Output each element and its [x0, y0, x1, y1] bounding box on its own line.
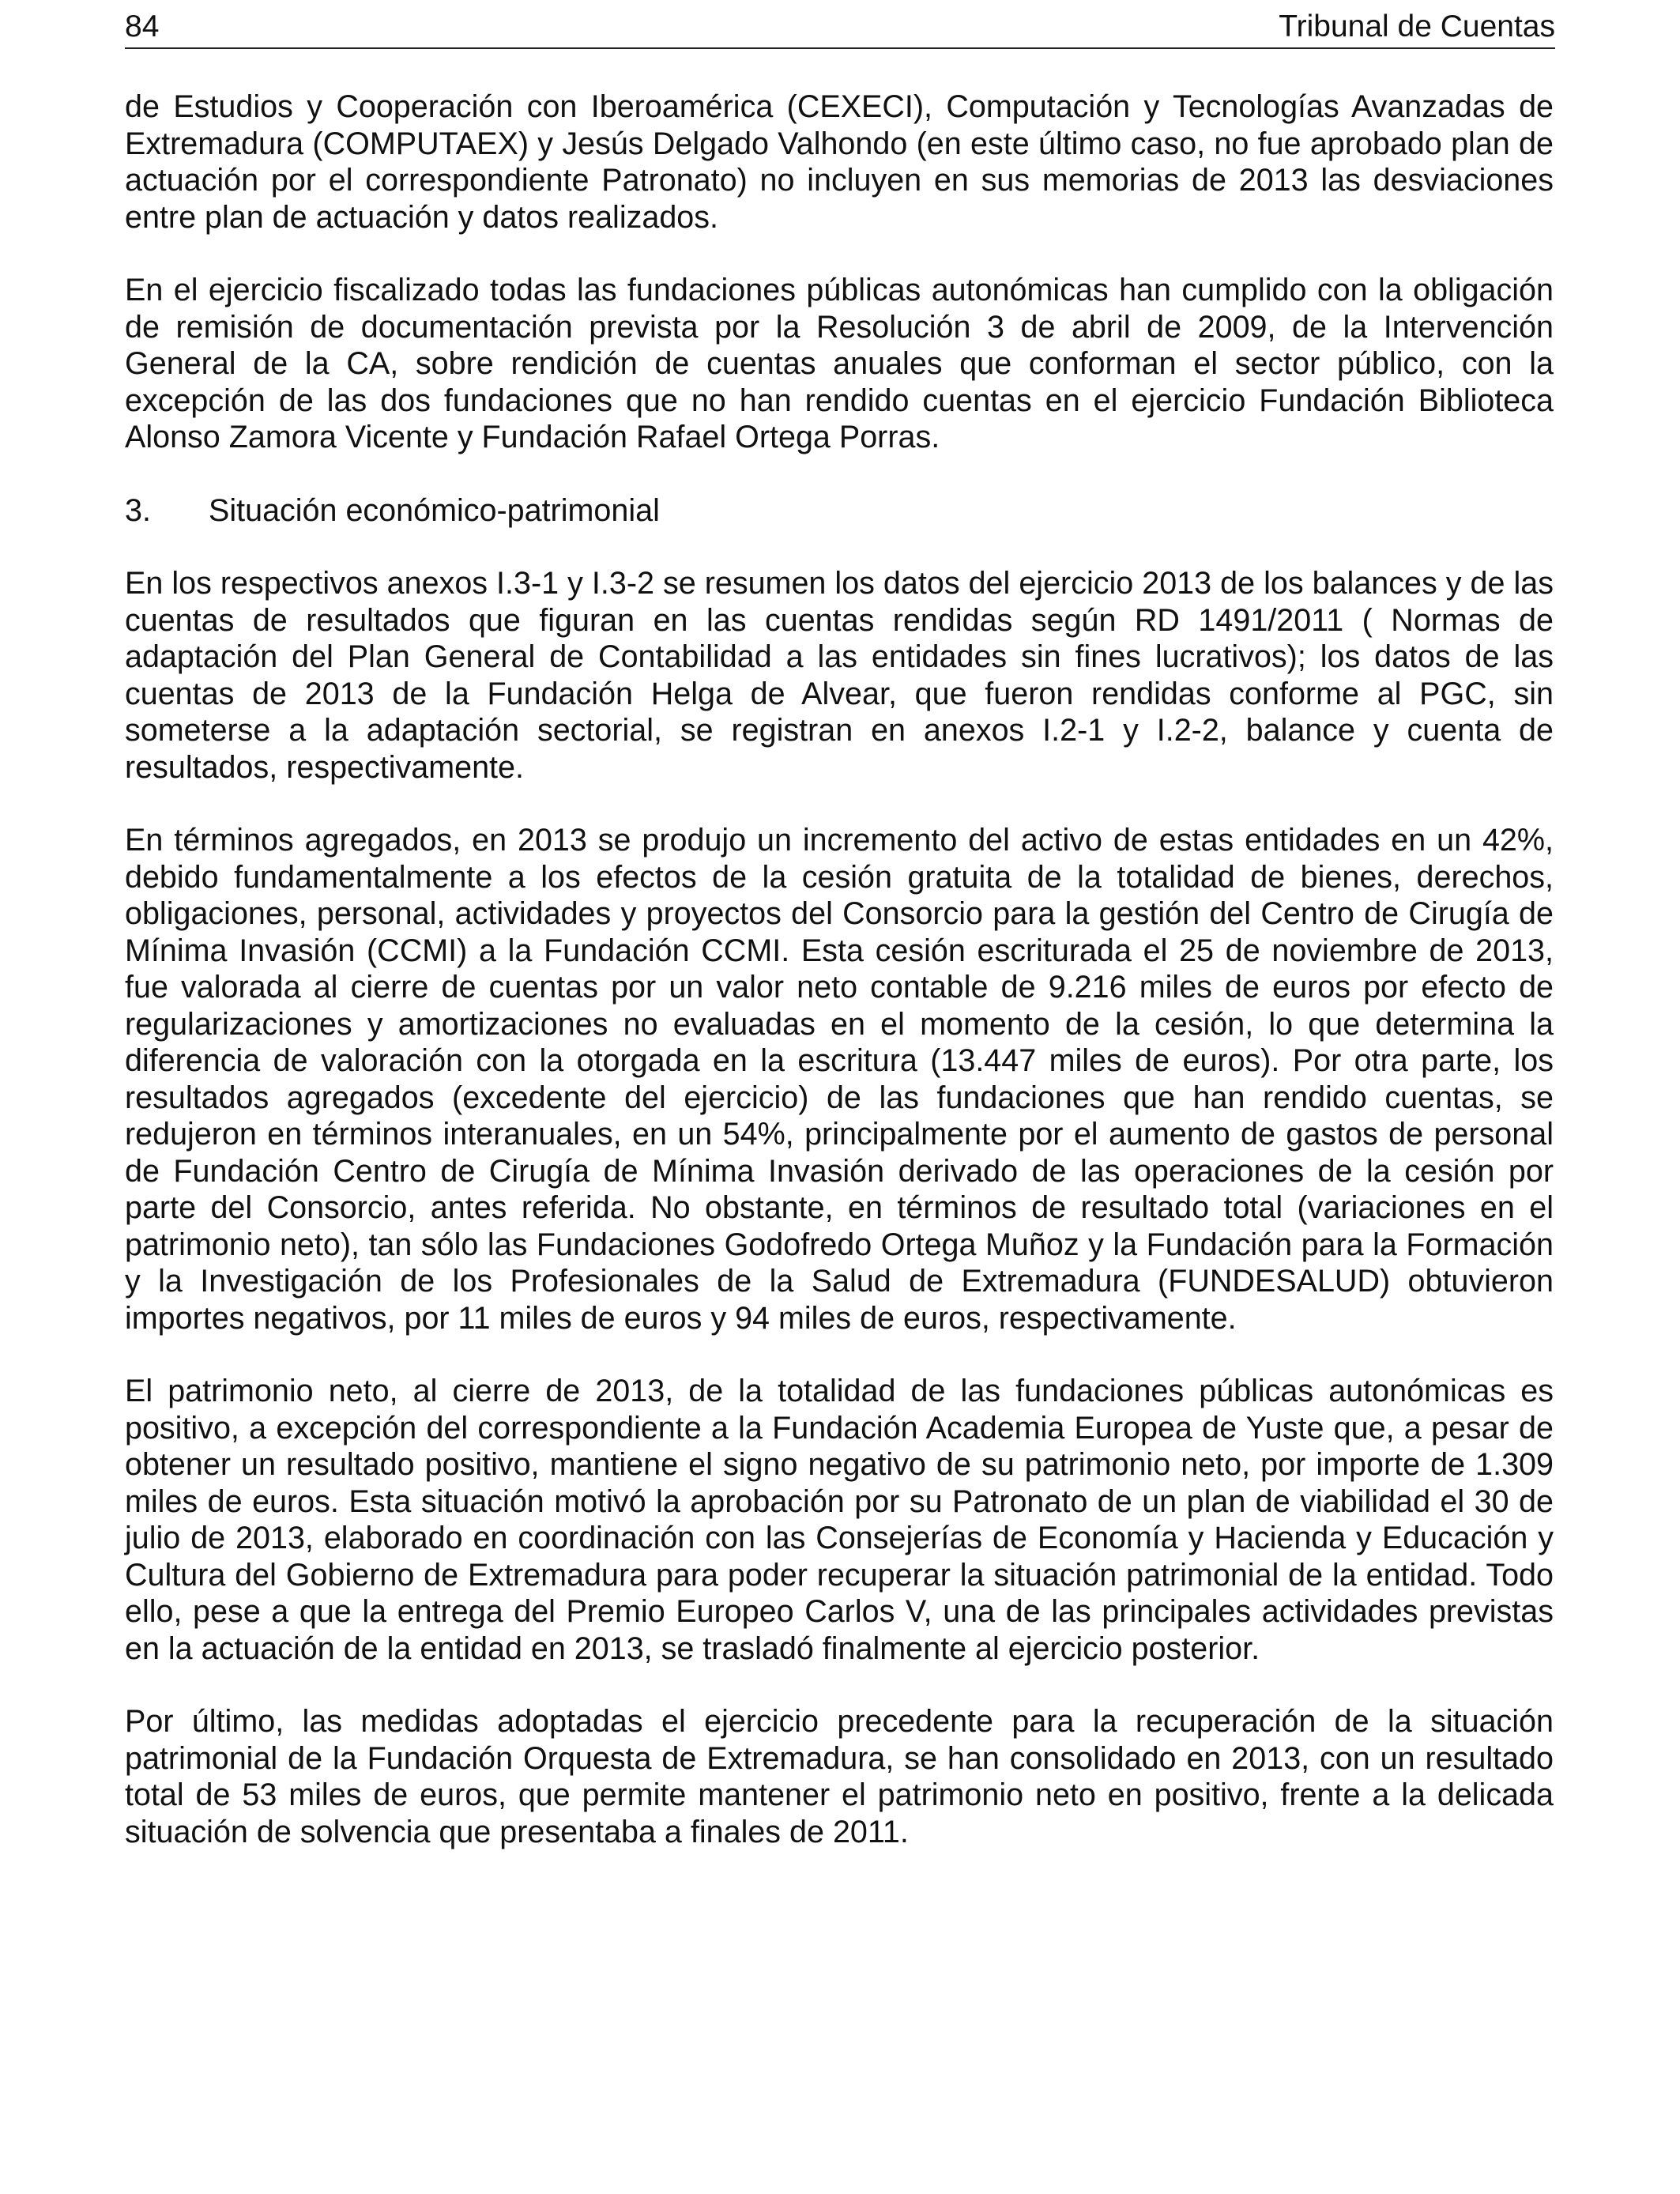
section-number: 3.: [125, 492, 151, 528]
paragraph-orquesta-extremadura: Por último, las medidas adoptadas el ejercicio precedente para la recuperación de la situación patrimonial de la Fundación Orquesta de Extremadura, se han consolidado en 2013, con un resultado total de 53 miles de euros, que permite mantener el patrimonio neto en positivo, frente a la delicada situación de solvencia que presentaba a finales de 2011.: [125, 1704, 1554, 1849]
document-body: [125, 89, 1554, 1887]
page-header: [125, 8, 1555, 49]
paragraph-terminos-agregados: En términos agregados, en 2013 se produjo un incremento del activo de estas entidades en un 42%, debido fundamentalmente a los efectos de la cesión gratuita de la totalidad de bienes, derechos, obligaciones, personal, actividades y proyectos del Consorcio para la gestión del Centro de Cirugía de Mínima Invasión (CCMI) a la Fundación CCMI. Esta cesión escriturada el 25 de noviembre de 2013, fue valorada al cierre de cuentas por un valor neto contable de 9.216 miles de euros por efecto de regularizaciones y amortizaciones no evaluadas en el momento de la cesión, lo que determina la diferencia de valoración con la otorgada en la escritura (13.447 miles de euros). Por otra parte, los resultados agregados (excedente del ejercicio) de las fundaciones que han rendido cuentas, se redujeron en términos interanuales, en un 54%, principalmente por el aumento de gastos de personal de Fundación Centro de Cirugía de Mínima Invasión derivado de las operaciones de la cesión por parte del Consorcio, antes referida. No obstante, en términos de resultado total (variaciones en el patrimonio neto), tan sólo las Fundaciones Godofredo Ortega Muñoz y la Fundación para la Formación y la Investigación de los Profesionales de la Salud de Extremadura (FUNDESALUD) obtuvieron importes negativos, por 11 miles de euros y 94 miles de euros, respectivamente.: [125, 823, 1554, 1336]
paragraph-patrimonio-neto: El patrimonio neto, al cierre de 2013, de la totalidad de las fundaciones públicas autonómicas es positivo, a excepción del correspondiente a la Fundación Academia Europea de Yuste que, a pesar de obtener un resultado positivo, mantiene el signo negativo de su patrimonio neto, por importe de 1.309 miles de euros. Esta situación motivó la aprobación por su Patronato de un plan de viabilidad el 30 de julio de 2013, elaborado en coordinación con las Consejerías de Economía y Hacienda y Educación y Cultura del Gobierno de Extremadura para poder recuperar la situación patrimonial de la entidad. Todo ello, pese a que la entrega del Premio Europeo Carlos V, una de las principales actividades previstas en la actuación de la entidad en 2013, se trasladó finalmente al ejercicio posterior.: [125, 1374, 1554, 1666]
paragraph-rendicion-cuentas: En el ejercicio fiscalizado todas las fundaciones públicas autonómicas han cumplido con la obligación de remisión de documentación prevista por la Resolución 3 de abril de 2009, de la Intervención General de la CA, sobre rendición de cuentas anuales que conforman el sector público, con la excepción de las dos fundaciones que no han rendido cuentas en el ejercicio Fundación Biblioteca Alonso Zamora Vicente y Fundación Rafael Ortega Porras.: [125, 273, 1554, 454]
paragraph-anexos: En los respectivos anexos I.3-1 y I.3-2 se resumen los datos del ejercicio 2013 de los balances y de las cuentas de resultados que figuran en las cuentas rendidas según RD 1491/2011 ( Normas de adaptación del Plan General de Contabilidad a las entidades sin fines lucrativos); los datos de las cuentas de 2013 de la Fundación Helga de Alvear, que fueron rendidas conforme al PGC, sin someterse a la adaptación sectorial, se registran en anexos I.2-1 y I.2-2, balance y cuenta de resultados, respectivamente.: [125, 566, 1554, 785]
running-title: Tribunal de Cuentas: [1279, 9, 1555, 43]
section-heading: [125, 492, 1554, 530]
page-number: 84: [125, 9, 160, 43]
section-title: Situación económico-patrimonial: [209, 492, 660, 528]
paragraph-cexeci-continuation: de Estudios y Cooperación con Iberoamérica (CEXECI), Computación y Tecnologías Avanzadas de Extremadura (COMPUTAEX) y Jesús Delgado Valhondo (en este último caso, no fue aprobado plan de actuación por el correspondiente Patronato) no incluyen en sus memorias de 2013 las desviaciones entre plan de actuación y datos realizados.: [125, 89, 1554, 235]
